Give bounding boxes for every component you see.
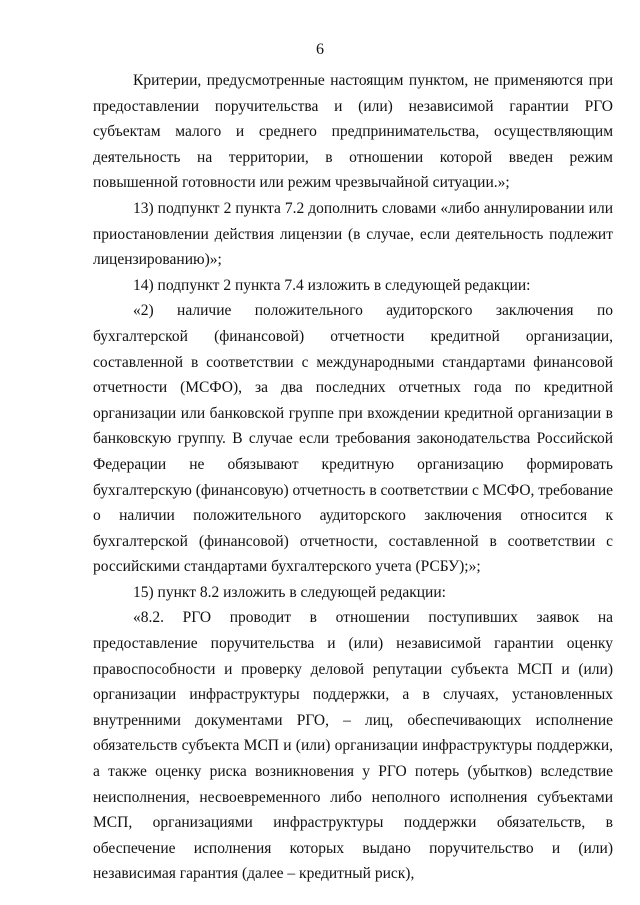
paragraph-item-14: 14) подпункт 2 пункта 7.4 изложить в следующей редакции:: [133, 276, 531, 294]
paragraph-audit-requirement: «2) наличие положительного аудиторского заключения по бухгалтерской (финансовой) отчетности кредитной организации, составленной в соответствии с международными стандартами финансовой отчетности (МСФО), за два последних отчетных года по кредитной организации или банковской группе при вхождении кредитной организации в банковскую группу. В случае если требования законодательства Российской Федерации не обязывают кредитную организацию формировать бухгалтерскую (финансовую) отчетность в соответствии с МСФО, требование о наличии положительного аудиторского заключения относится к бухгалтерской (финансовой) отчетности, составленной в соответствии с российскими стандартами бухгалтерского учета (РСБУ);»;: [93, 302, 613, 576]
document-body: [93, 68, 613, 887]
paragraph-criteria-exemption: Критерии, предусмотренные настоящим пунктом, не применяются при предоставлении поручительства и (или) независимой гарантии РГО субъектам малого и среднего предпринимательства, осуществляющим деятельность на территории, в отношении которой введен режим повышенной готовности или режим чрезвычайной ситуации.»;: [93, 72, 613, 192]
paragraph-item-13: 13) подпункт 2 пункта 7.2 дополнить словами «либо аннулировании или приостановлении действия лицензии (в случае, если деятельность подлежит лицензированию)»;: [93, 199, 613, 269]
page-number: 6: [316, 41, 324, 58]
paragraph-item-15: 15) пункт 8.2 изложить в следующей редакции:: [133, 583, 446, 601]
paragraph-section-8-2: «8.2. РГО проводит в отношении поступивших заявок на предоставление поручительства и (или) независимой гарантии оценку правоспособности и проверку деловой репутации субъекта МСП и (или) организации инфраструктуры поддержки, а в случаях, установленных внутренними документами РГО, – лиц, обеспечивающих исполнение обязательств субъекта МСП и (или) организации инфраструктуры поддержки, а также оценку риска возникновения у РГО потерь (убытков) вследствие неисполнения, несвоевременного либо неполного исполнения субъектами МСП, организациями инфраструктуры поддержки обязательств, в обеспечение исполнения которых выдано поручительство и (или) независимая гарантия (далее – кредитный риск),: [93, 609, 613, 883]
